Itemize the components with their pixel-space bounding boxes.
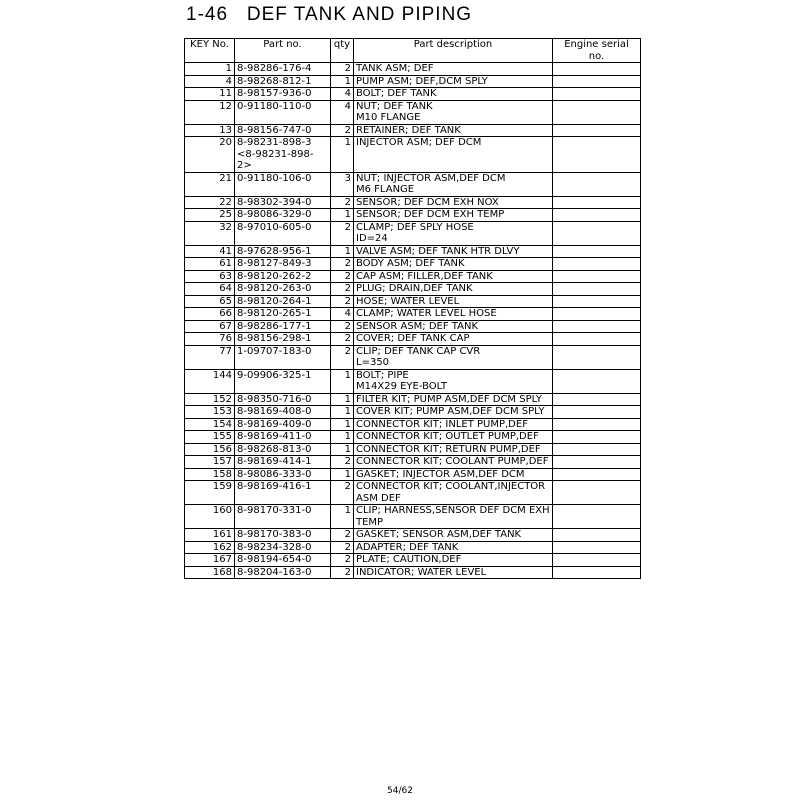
table-row	[185, 456, 641, 469]
part-no-cell: 1-09707-183-0	[235, 345, 331, 369]
qty-cell: 2	[331, 529, 354, 542]
table-row	[185, 505, 641, 529]
qty-cell: 2	[331, 554, 354, 567]
table-row	[185, 196, 641, 209]
qty-cell: 3	[331, 172, 354, 196]
description-cell: CONNECTOR KIT; COOLANT,INJECTOR ASM DEF	[354, 481, 553, 505]
part-no-cell: 8-98302-394-0	[235, 196, 331, 209]
qty-cell: 1	[331, 443, 354, 456]
parts-table-body	[185, 63, 641, 579]
part-no-cell: 8-98120-264-1	[235, 295, 331, 308]
table-row	[185, 270, 641, 283]
engine-serial-cell	[553, 100, 641, 124]
engine-serial-cell	[553, 63, 641, 76]
engine-serial-cell	[553, 308, 641, 321]
engine-serial-cell	[553, 320, 641, 333]
key-cell: 161	[185, 529, 235, 542]
part-no-cell: 8-98157-936-0	[235, 88, 331, 101]
engine-serial-cell	[553, 481, 641, 505]
table-row	[185, 406, 641, 419]
header-key-no: KEY No.	[185, 39, 235, 63]
key-cell: 76	[185, 333, 235, 346]
key-cell: 12	[185, 100, 235, 124]
table-row	[185, 393, 641, 406]
key-cell: 168	[185, 566, 235, 579]
part-no-cell: 8-98120-265-1	[235, 308, 331, 321]
qty-cell: 1	[331, 468, 354, 481]
table-row	[185, 418, 641, 431]
table-row	[185, 541, 641, 554]
key-cell: 157	[185, 456, 235, 469]
engine-serial-cell	[553, 541, 641, 554]
description-cell: INJECTOR ASM; DEF DCM	[354, 137, 553, 173]
qty-cell: 2	[331, 270, 354, 283]
description-cell: BODY ASM; DEF TANK	[354, 258, 553, 271]
part-no-cell: 8-98120-262-2	[235, 270, 331, 283]
description-cell: SENSOR ASM; DEF TANK	[354, 320, 553, 333]
engine-serial-cell	[553, 209, 641, 222]
description-cell: CLAMP; WATER LEVEL HOSE	[354, 308, 553, 321]
part-no-cell: 8-98120-263-0	[235, 283, 331, 296]
engine-serial-cell	[553, 270, 641, 283]
table-row	[185, 345, 641, 369]
key-cell: 22	[185, 196, 235, 209]
description-cell: HOSE; WATER LEVEL	[354, 295, 553, 308]
qty-cell: 2	[331, 333, 354, 346]
header-qty: qty	[331, 39, 354, 63]
engine-serial-cell	[553, 124, 641, 137]
table-header-row	[185, 39, 641, 63]
table-row	[185, 63, 641, 76]
qty-cell: 2	[331, 456, 354, 469]
engine-serial-cell	[553, 431, 641, 444]
page-title: 1-46 DEF TANK AND PIPING	[186, 4, 473, 25]
engine-serial-cell	[553, 245, 641, 258]
engine-serial-cell	[553, 406, 641, 419]
qty-cell: 1	[331, 209, 354, 222]
engine-serial-cell	[553, 88, 641, 101]
qty-cell: 2	[331, 283, 354, 296]
part-no-cell: 8-98169-414-1	[235, 456, 331, 469]
part-no-cell: 8-98169-409-0	[235, 418, 331, 431]
qty-cell: 2	[331, 258, 354, 271]
part-no-cell: 8-98170-331-0	[235, 505, 331, 529]
engine-serial-cell	[553, 529, 641, 542]
qty-cell: 4	[331, 100, 354, 124]
description-cell: PLUG; DRAIN,DEF TANK	[354, 283, 553, 296]
engine-serial-cell	[553, 566, 641, 579]
description-cell: CONNECTOR KIT; COOLANT PUMP,DEF	[354, 456, 553, 469]
key-cell: 61	[185, 258, 235, 271]
part-no-cell: 8-98086-333-0	[235, 468, 331, 481]
description-cell: CAP ASM; FILLER,DEF TANK	[354, 270, 553, 283]
description-cell: FILTER KIT; PUMP ASM,DEF DCM SPLY	[354, 393, 553, 406]
key-cell: 154	[185, 418, 235, 431]
description-cell: GASKET; INJECTOR ASM,DEF DCM	[354, 468, 553, 481]
engine-serial-cell	[553, 283, 641, 296]
table-row	[185, 295, 641, 308]
key-cell: 65	[185, 295, 235, 308]
qty-cell: 1	[331, 75, 354, 88]
description-cell: COVER; DEF TANK CAP	[354, 333, 553, 346]
table-row	[185, 88, 641, 101]
table-row	[185, 75, 641, 88]
key-cell: 63	[185, 270, 235, 283]
qty-cell: 2	[331, 196, 354, 209]
key-cell: 32	[185, 221, 235, 245]
header-part-no: Part no.	[235, 39, 331, 63]
part-no-cell: 8-98204-163-0	[235, 566, 331, 579]
key-cell: 64	[185, 283, 235, 296]
qty-cell: 2	[331, 295, 354, 308]
qty-cell: 1	[331, 393, 354, 406]
description-cell: CLIP; DEF TANK CAP CVR L=350	[354, 345, 553, 369]
table-row	[185, 100, 641, 124]
qty-cell: 2	[331, 124, 354, 137]
description-cell: CONNECTOR KIT; RETURN PUMP,DEF	[354, 443, 553, 456]
part-no-cell: 8-98156-298-1	[235, 333, 331, 346]
qty-cell: 2	[331, 221, 354, 245]
qty-cell: 1	[331, 137, 354, 173]
engine-serial-cell	[553, 196, 641, 209]
key-cell: 160	[185, 505, 235, 529]
key-cell: 41	[185, 245, 235, 258]
description-cell: COVER KIT; PUMP ASM,DEF DCM SPLY	[354, 406, 553, 419]
description-cell: CONNECTOR KIT; INLET PUMP,DEF	[354, 418, 553, 431]
engine-serial-cell	[553, 333, 641, 346]
part-no-cell: 8-97628-956-1	[235, 245, 331, 258]
key-cell: 77	[185, 345, 235, 369]
engine-serial-cell	[553, 221, 641, 245]
table-row	[185, 124, 641, 137]
qty-cell: 4	[331, 308, 354, 321]
table-row	[185, 172, 641, 196]
engine-serial-cell	[553, 75, 641, 88]
part-no-cell: 8-98231-898-3 <8-98231-898-2>	[235, 137, 331, 173]
header-part-description: Part description	[354, 39, 553, 63]
table-row	[185, 209, 641, 222]
description-cell: NUT; INJECTOR ASM,DEF DCM M6 FLANGE	[354, 172, 553, 196]
description-cell: BOLT; DEF TANK	[354, 88, 553, 101]
part-no-cell: 8-98169-416-1	[235, 481, 331, 505]
key-cell: 4	[185, 75, 235, 88]
engine-serial-cell	[553, 369, 641, 393]
part-no-cell: 8-98169-408-0	[235, 406, 331, 419]
part-no-cell: 0-91180-110-0	[235, 100, 331, 124]
qty-cell: 4	[331, 88, 354, 101]
part-no-cell: 8-98156-747-0	[235, 124, 331, 137]
engine-serial-cell	[553, 345, 641, 369]
engine-serial-cell	[553, 172, 641, 196]
key-cell: 153	[185, 406, 235, 419]
part-no-cell: 8-98127-849-3	[235, 258, 331, 271]
part-no-cell: 8-98268-813-0	[235, 443, 331, 456]
key-cell: 66	[185, 308, 235, 321]
parts-table	[184, 38, 641, 579]
engine-serial-cell	[553, 418, 641, 431]
qty-cell: 2	[331, 481, 354, 505]
part-no-cell: 8-97010-605-0	[235, 221, 331, 245]
key-cell: 13	[185, 124, 235, 137]
qty-cell: 1	[331, 505, 354, 529]
part-no-cell: 8-98169-411-0	[235, 431, 331, 444]
table-row	[185, 283, 641, 296]
table-row	[185, 258, 641, 271]
table-row	[185, 245, 641, 258]
key-cell: 159	[185, 481, 235, 505]
part-no-cell: 8-98170-383-0	[235, 529, 331, 542]
engine-serial-cell	[553, 295, 641, 308]
qty-cell: 2	[331, 566, 354, 579]
description-cell: SENSOR; DEF DCM EXH TEMP	[354, 209, 553, 222]
engine-serial-cell	[553, 456, 641, 469]
qty-cell: 1	[331, 418, 354, 431]
key-cell: 20	[185, 137, 235, 173]
part-no-cell: 8-98194-654-0	[235, 554, 331, 567]
description-cell: PUMP ASM; DEF,DCM SPLY	[354, 75, 553, 88]
description-cell: CLIP; HARNESS,SENSOR DEF DCM EXH TEMP	[354, 505, 553, 529]
key-cell: 144	[185, 369, 235, 393]
engine-serial-cell	[553, 468, 641, 481]
table-row	[185, 137, 641, 173]
description-cell: SENSOR; DEF DCM EXH NOX	[354, 196, 553, 209]
part-no-cell: 8-98286-177-1	[235, 320, 331, 333]
description-cell: NUT; DEF TANK M10 FLANGE	[354, 100, 553, 124]
table-row	[185, 221, 641, 245]
key-cell: 155	[185, 431, 235, 444]
description-cell: TANK ASM; DEF	[354, 63, 553, 76]
engine-serial-cell	[553, 554, 641, 567]
engine-serial-cell	[553, 393, 641, 406]
part-no-cell: 8-98086-329-0	[235, 209, 331, 222]
table-row	[185, 529, 641, 542]
key-cell: 156	[185, 443, 235, 456]
part-no-cell: 0-91180-106-0	[235, 172, 331, 196]
description-cell: INDICATOR; WATER LEVEL	[354, 566, 553, 579]
table-row	[185, 443, 641, 456]
table-row	[185, 468, 641, 481]
table-row	[185, 566, 641, 579]
table-row	[185, 333, 641, 346]
engine-serial-cell	[553, 443, 641, 456]
description-cell: ADAPTER; DEF TANK	[354, 541, 553, 554]
part-no-cell: 9-09906-325-1	[235, 369, 331, 393]
description-cell: BOLT; PIPE M14X29 EYE-BOLT	[354, 369, 553, 393]
key-cell: 1	[185, 63, 235, 76]
description-cell: CONNECTOR KIT; OUTLET PUMP,DEF	[354, 431, 553, 444]
table-row	[185, 308, 641, 321]
description-cell: PLATE; CAUTION,DEF	[354, 554, 553, 567]
key-cell: 152	[185, 393, 235, 406]
qty-cell: 1	[331, 406, 354, 419]
engine-serial-cell	[553, 505, 641, 529]
key-cell: 158	[185, 468, 235, 481]
table-row	[185, 431, 641, 444]
part-no-cell: 8-98234-328-0	[235, 541, 331, 554]
key-cell: 25	[185, 209, 235, 222]
table-row	[185, 320, 641, 333]
part-no-cell: 8-98350-716-0	[235, 393, 331, 406]
key-cell: 167	[185, 554, 235, 567]
table-row	[185, 554, 641, 567]
description-cell: CLAMP; DEF SPLY HOSE ID=24	[354, 221, 553, 245]
qty-cell: 1	[331, 431, 354, 444]
description-cell: RETAINER; DEF TANK	[354, 124, 553, 137]
description-cell: VALVE ASM; DEF TANK HTR DLVY	[354, 245, 553, 258]
qty-cell: 1	[331, 245, 354, 258]
table-row	[185, 369, 641, 393]
table-row	[185, 481, 641, 505]
qty-cell: 2	[331, 63, 354, 76]
engine-serial-cell	[553, 258, 641, 271]
part-no-cell: 8-98268-812-1	[235, 75, 331, 88]
qty-cell: 2	[331, 345, 354, 369]
engine-serial-cell	[553, 137, 641, 173]
key-cell: 162	[185, 541, 235, 554]
part-no-cell: 8-98286-176-4	[235, 63, 331, 76]
key-cell: 67	[185, 320, 235, 333]
qty-cell: 2	[331, 320, 354, 333]
header-engine-serial-no: Engine serial no.	[553, 39, 641, 63]
page-number: 54/62	[387, 786, 413, 796]
qty-cell: 2	[331, 541, 354, 554]
key-cell: 11	[185, 88, 235, 101]
qty-cell: 1	[331, 369, 354, 393]
description-cell: GASKET; SENSOR ASM,DEF TANK	[354, 529, 553, 542]
key-cell: 21	[185, 172, 235, 196]
